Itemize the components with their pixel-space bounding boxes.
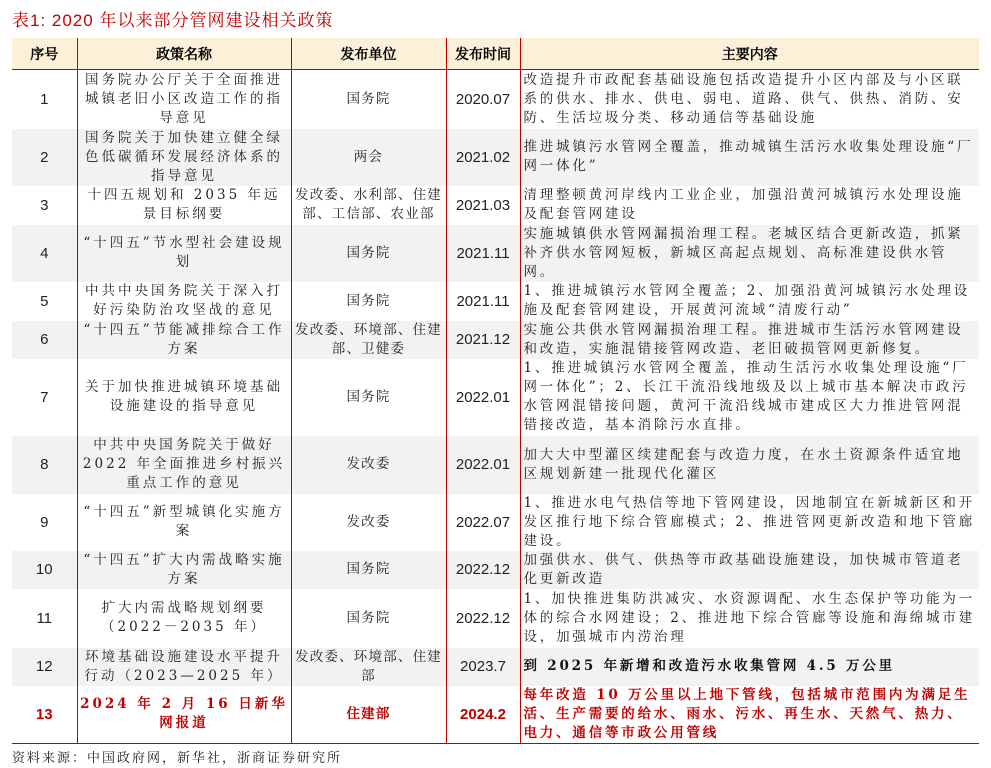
cell-content: 每年改造 10 万公里以上地下管线，包括城市范围内为满足生活、生产需要的给水、雨水、污水、再生水、天然气、热力、电力、通信等市政公用管线	[520, 686, 979, 744]
cell-content: 实施城镇供水管网漏损治理工程。老城区结合更新改造，抓紧补齐供水管网短板，新城区高起点规划、高标准建设供水管网。	[520, 225, 979, 282]
source-note: 资料来源：中国政府网，新华社，浙商证券研究所	[12, 750, 343, 766]
cell-name: 十四五规划和 2035 年远景目标纲要	[77, 186, 291, 225]
cell-content: 改造提升市政配套基础设施包括改造提升小区内部及与小区联系的供水、排水、供电、弱电、道路、供气、供热、消防、安防、生活垃圾分类、移动通信等基础设施	[520, 70, 979, 129]
cell-unit: 发改委、环境部、住建部	[291, 648, 446, 686]
cell-unit: 发改委	[291, 436, 446, 494]
table-row	[12, 129, 979, 186]
cell-unit: 发改委、水利部、住建部、工信部、农业部	[291, 186, 446, 225]
cell-content: 1、加快推进集防洪减灾、水资源调配、水生态保护等功能为一体的综合水网建设；2、推进地下综合管廊等设施和海绵城市建设，加强城市内涝治理	[520, 589, 979, 648]
cell-no: 1	[40, 90, 49, 108]
cell-no: 10	[12, 551, 77, 589]
cell-content: 1、推进城镇污水管网全覆盖，推动生活污水收集处理设施“厂网一体化”；2、长江干流沿线地级及以上城市基本解决市政污水管网混错接问题，黄河干流沿线城市建成区大力推进管网混错接改造，基本消除污水直排。	[520, 359, 979, 436]
cell-no: 7	[40, 388, 49, 406]
cell-content: 清理整顿黄河岸线内工业企业，加强沿黄河城镇污水处理设施及配套管网建设	[520, 186, 979, 225]
cell-name: “十四五”节水型社会建设规划	[77, 225, 291, 282]
header-content: 主要内容	[520, 38, 979, 70]
cell-content: 实施公共供水管网漏损治理工程。推进城市生活污水管网建设和改造，实施混错接管网改造、老旧破损管网更新修复。	[520, 321, 979, 359]
table-row	[12, 70, 979, 129]
table-body	[12, 70, 979, 744]
table-row	[12, 494, 979, 551]
cell-unit: 国务院	[291, 70, 446, 129]
table-row	[12, 321, 979, 359]
table-row	[12, 436, 979, 494]
cell-name: 环境基础设施建设水平提升行动（2023—2025 年）	[77, 648, 291, 686]
cell-date: 2022.12	[446, 551, 520, 589]
cell-unit: 国务院	[291, 225, 446, 282]
cell-unit: 发改委	[291, 494, 446, 551]
cell-name: “十四五”节能减排综合工作方案	[77, 321, 291, 359]
cell-content: 推进城镇污水管网全覆盖，推动城镇生活污水收集处理设施“厂网一体化”	[520, 129, 979, 186]
cell-name: “十四五”扩大内需战略实施方案	[77, 551, 291, 589]
cell-no: 5	[40, 292, 49, 310]
table-title: 表1: 2020 年以来部分管网建设相关政策	[12, 11, 334, 30]
header-no: 序号	[12, 38, 77, 70]
cell-date: 2021.11	[446, 225, 520, 282]
table-row	[12, 551, 979, 589]
cell-date: 2020.07	[446, 70, 520, 129]
cell-date: 2022.07	[446, 494, 520, 551]
table-row	[12, 186, 979, 225]
cell-unit: 国务院	[291, 282, 446, 321]
cell-date: 2022.01	[446, 359, 520, 436]
cell-no: 6	[12, 321, 77, 359]
table-row	[12, 686, 979, 744]
cell-unit: 住建部	[291, 686, 446, 744]
cell-date: 2021.11	[446, 282, 520, 321]
cell-unit: 国务院	[291, 359, 446, 436]
cell-name: “十四五”新型城镇化实施方案	[77, 494, 291, 551]
cell-name: 中共中央国务院关于做好 2022 年全面推进乡村振兴重点工作的意见	[77, 436, 291, 494]
cell-no: 9	[40, 513, 49, 531]
cell-no: 3	[40, 196, 49, 214]
cell-no: 11	[36, 609, 53, 627]
cell-name: 国务院办公厅关于全面推进城镇老旧小区改造工作的指导意见	[77, 70, 291, 129]
cell-name: 扩大内需战略规划纲要（2022－2035 年）	[77, 589, 291, 648]
cell-no: 12	[12, 648, 77, 686]
cell-unit: 国务院	[291, 551, 446, 589]
table-row	[12, 359, 979, 436]
cell-content: 加强供水、供气、供热等市政基础设施建设，加快城市管道老化更新改造	[520, 551, 979, 589]
cell-date: 2021.12	[446, 321, 520, 359]
cell-content: 加大大中型灌区续建配套与改造力度，在水土资源条件适宜地区规划新建一批现代化灌区	[520, 436, 979, 494]
cell-unit: 两会	[291, 129, 446, 186]
cell-content: 1、推进城镇污水管网全覆盖；2、加强沿黄河城镇污水处理设施及配套管网建设，开展黄河流域“清废行动”	[520, 282, 979, 321]
table-row	[12, 589, 979, 648]
cell-unit: 发改委、环境部、住建部、卫健委	[291, 321, 446, 359]
cell-name: 国务院关于加快建立健全绿色低碳循环发展经济体系的指导意见	[77, 129, 291, 186]
cell-name: 2024 年 2 月 16 日新华网报道	[77, 686, 291, 744]
cell-name: 中共中央国务院关于深入打好污染防治攻坚战的意见	[77, 282, 291, 321]
header-unit: 发布单位	[291, 38, 446, 70]
cell-no: 2	[12, 129, 77, 186]
cell-no: 8	[12, 436, 77, 494]
cell-date: 2021.03	[446, 186, 520, 225]
table-row	[12, 648, 979, 686]
policy-table	[12, 38, 979, 744]
cell-no: 4	[12, 225, 77, 282]
cell-date: 2024.2	[446, 686, 520, 744]
table-row	[12, 225, 979, 282]
cell-date: 2023.7	[446, 648, 520, 686]
header-name: 政策名称	[77, 38, 291, 70]
cell-date: 2021.02	[446, 129, 520, 186]
table-row	[12, 282, 979, 321]
cell-name: 关于加快推进城镇环境基础设施建设的指导意见	[77, 359, 291, 436]
cell-date: 2022.12	[446, 589, 520, 648]
cell-content: 到 2025 年新增和改造污水收集管网 4.5 万公里	[520, 648, 979, 686]
header-row	[12, 38, 979, 70]
cell-date: 2022.01	[446, 436, 520, 494]
cell-content: 1、推进水电气热信等地下管网建设，因地制宜在新城新区和开发区推行地下综合管廊模式；2、推进管网更新改造和地下管廊建设。	[520, 494, 979, 551]
header-date: 发布时间	[446, 38, 520, 70]
cell-unit: 国务院	[291, 589, 446, 648]
cell-no: 13	[12, 686, 77, 744]
